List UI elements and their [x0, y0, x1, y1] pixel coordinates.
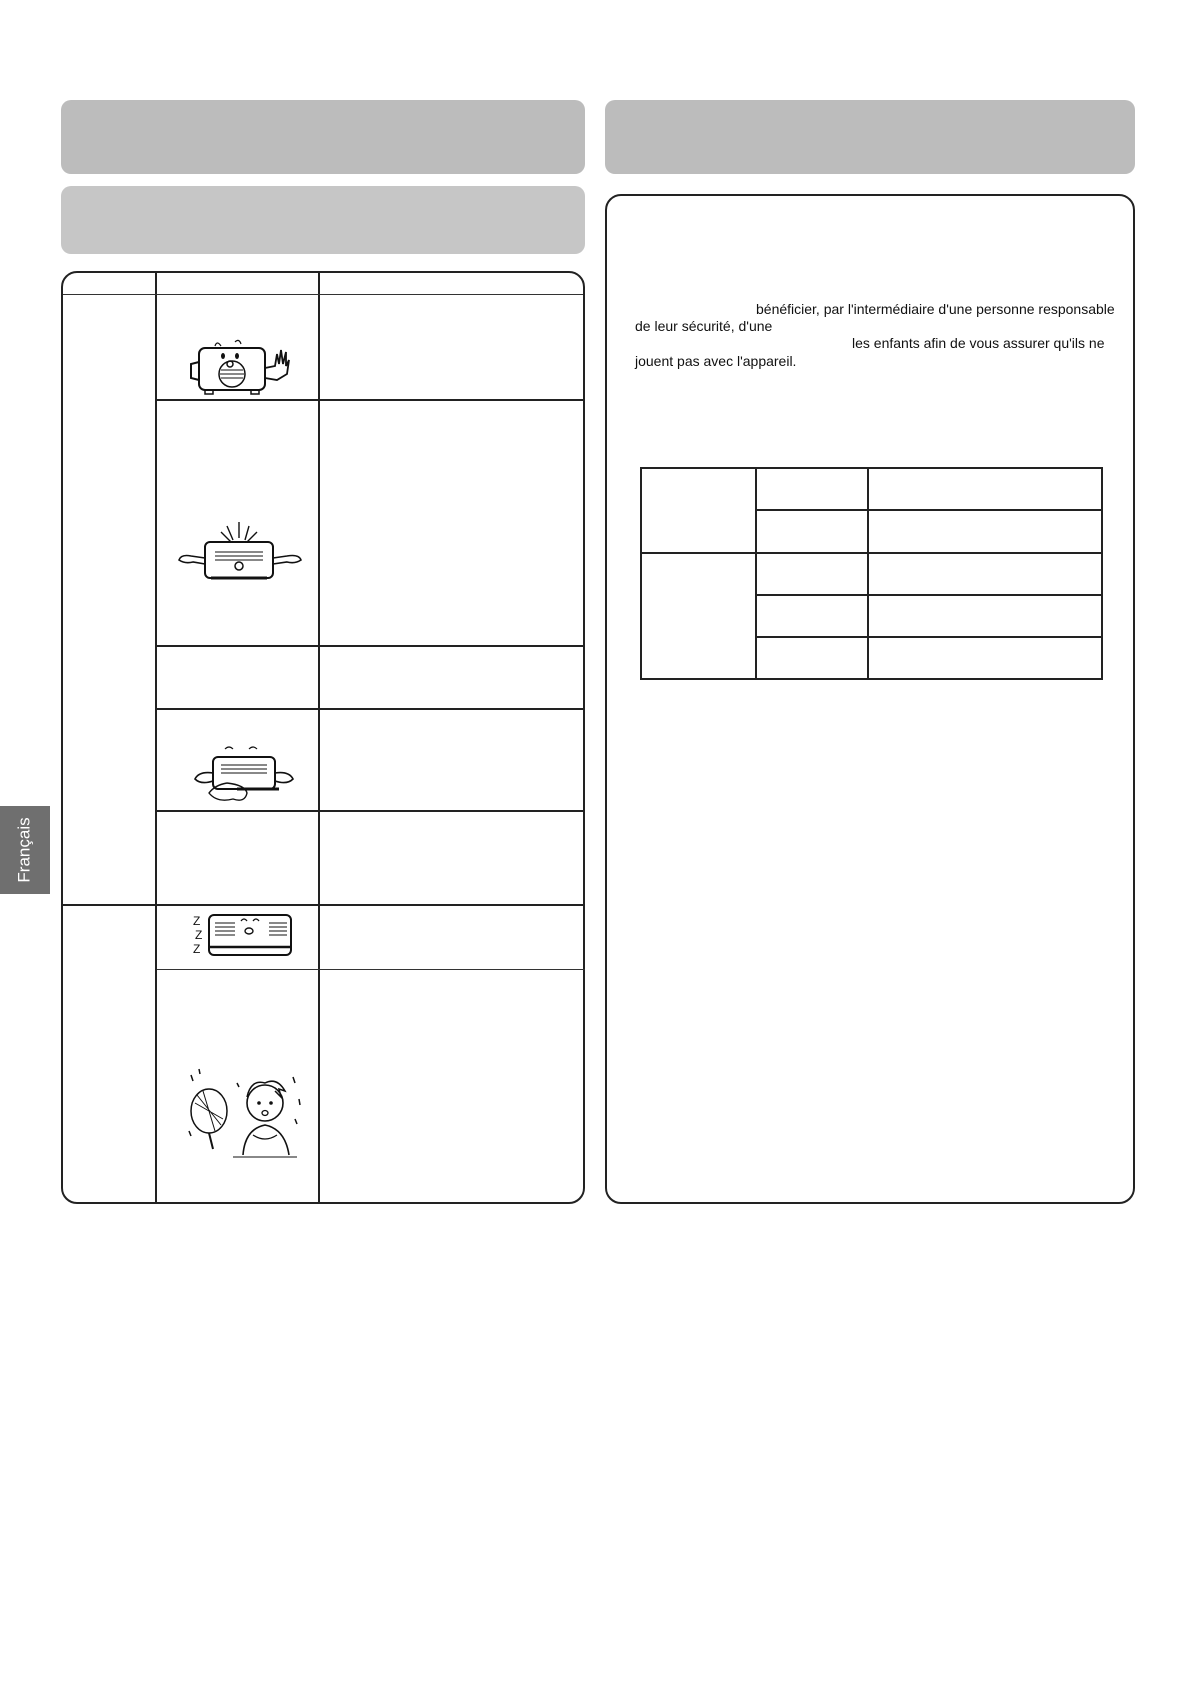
table-group-line: [63, 904, 585, 906]
svg-text:Z: Z: [193, 914, 201, 928]
left-subheader-banner: [61, 186, 585, 254]
sad-unit-stop-hand-icon: [185, 338, 305, 396]
notice-line-1: bénéficier, par l'intermédiaire d'une personne responsable: [756, 301, 1115, 317]
spec-col-divider-1: [755, 469, 757, 678]
noisy-unit-shrugging-icon: [175, 520, 307, 584]
left-header-banner: [61, 100, 585, 174]
notice-line-4: jouent pas avec l'appareil.: [635, 353, 797, 369]
table-col-divider-1: [155, 271, 157, 1204]
spec-group-line: [642, 552, 1101, 554]
notice-line-3: les enfants afin de vous assurer qu'ils ne: [852, 335, 1105, 351]
table-header-line: [63, 294, 583, 295]
table-row-line: [157, 969, 585, 970]
spec-row-line: [755, 636, 1101, 638]
sweating-person-fan-icon: [181, 1063, 309, 1159]
spec-row-line: [755, 594, 1101, 596]
troubleshooting-table: [61, 271, 585, 1204]
spec-table: [640, 467, 1103, 680]
table-col-divider-2: [318, 271, 320, 1204]
language-tab-label: Français: [15, 817, 34, 883]
language-tab[interactable]: [0, 806, 50, 894]
spec-col-divider-2: [867, 469, 869, 678]
smoking-unit-icon: [187, 745, 299, 805]
notice-line-2: de leur sécurité, d'une: [635, 318, 773, 334]
table-row-line: [157, 399, 585, 401]
table-row-line: [157, 810, 585, 812]
table-row-line: [157, 645, 585, 647]
spec-row-line: [755, 509, 1101, 511]
sleeping-unit-icon: [191, 909, 295, 961]
svg-text:Z: Z: [193, 942, 201, 956]
table-row-line: [157, 708, 585, 710]
right-header-banner: [605, 100, 1135, 174]
svg-text:Z: Z: [195, 928, 203, 942]
